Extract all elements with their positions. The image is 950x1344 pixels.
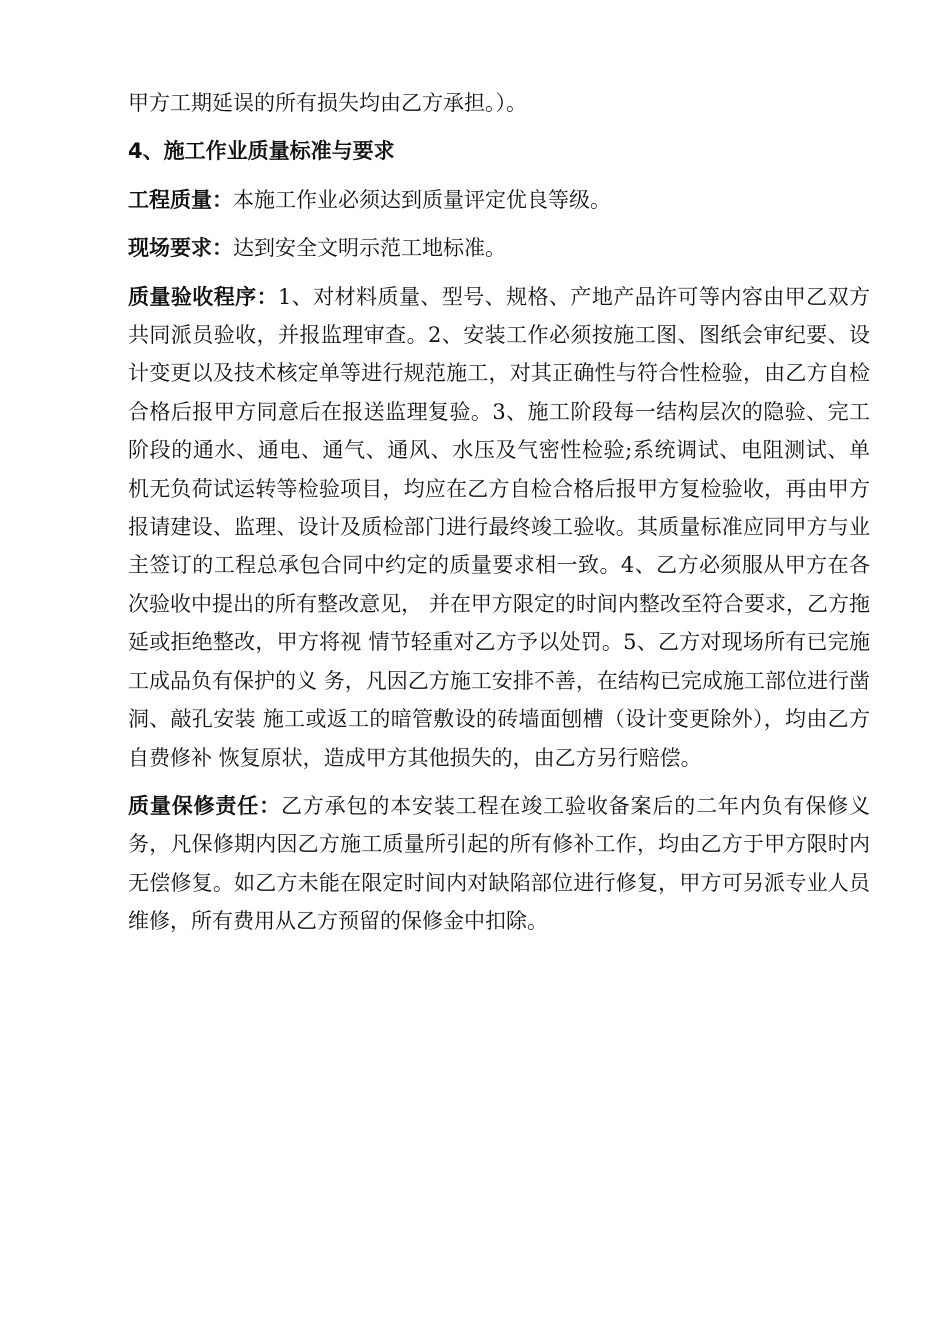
intro-text: 甲方工期延误的所有损失均由乙方承担。）。 bbox=[128, 91, 527, 115]
section-heading-text: 4、施工作业质量标准与要求 bbox=[128, 139, 395, 164]
acceptance-procedure-text: 1、对材料质量、型号、规格、产地产品许可等内容由甲乙双方共同派员验收，并报监理审查。2、安装工作必须按施工图、图纸会审纪要、设计变更以及技术核定单等进行规范施工，对其正确性与符合性检验，由乙方自检合格后报甲方同意后在报送监理复验。3、施工阶段每一结构层次的隐验、完工阶段的通水、通电、通气、通风、水压及气密性检验;系统调试、电阻测试、单机无负荷试运转等检验项目，均应在乙方自检合格后报甲方复检验收，再由甲方报请建设、监理、设计及质检部门进行最终竣工验收。其质量标准应同甲方与业主签订的工程总承包合同中约定的质量要求相一致。4、乙方必须服从甲方在各次验收中提出的所有整改意见， 并在甲方限定的时间内整改至符合要求，乙方拖延或拒绝整改，甲方将视 情节轻重对乙方予以处罚。5、乙方对现场所有已完施工成品负有保护的义 务，凡因乙方施工安排不善，在结构已完成施工部位进行凿洞、敲孔安装 施工或返工的暗管敷设的砖墙面刨槽（设计变更除外），均由乙方自费修补 恢复原状，造成甲方其他损失的，由乙方另行赔偿。 bbox=[128, 284, 871, 770]
section-heading bbox=[128, 132, 870, 170]
site-requirements-paragraph bbox=[128, 229, 870, 267]
site-requirements-text: 达到安全文明示范工地标准。 bbox=[233, 236, 506, 261]
document-page bbox=[128, 84, 870, 951]
engineering-quality-text: 本施工作业必须达到质量评定优良等级。 bbox=[233, 187, 611, 212]
warranty-text: 乙方承包的本安装工程在竣工验收备案后的二年内负有保修义务，凡保修期内因乙方施工质量所引起的所有修补工作，均由乙方于甲方限时内无偿修复。如乙方未能在限定时间内对缺陷部位进行修复，甲方可另派专业人员维修，所有费用从乙方预留的保修金中扣除。 bbox=[128, 793, 871, 934]
engineering-quality-label: 工程质量： bbox=[128, 187, 233, 212]
site-requirements-label: 现场要求： bbox=[128, 236, 233, 261]
acceptance-procedure-paragraph bbox=[128, 278, 870, 777]
intro-line bbox=[128, 84, 870, 122]
warranty-paragraph bbox=[128, 787, 870, 941]
acceptance-procedure-label: 质量验收程序： bbox=[128, 284, 279, 309]
engineering-quality-paragraph bbox=[128, 181, 870, 219]
warranty-label: 质量保修责任： bbox=[128, 793, 281, 818]
